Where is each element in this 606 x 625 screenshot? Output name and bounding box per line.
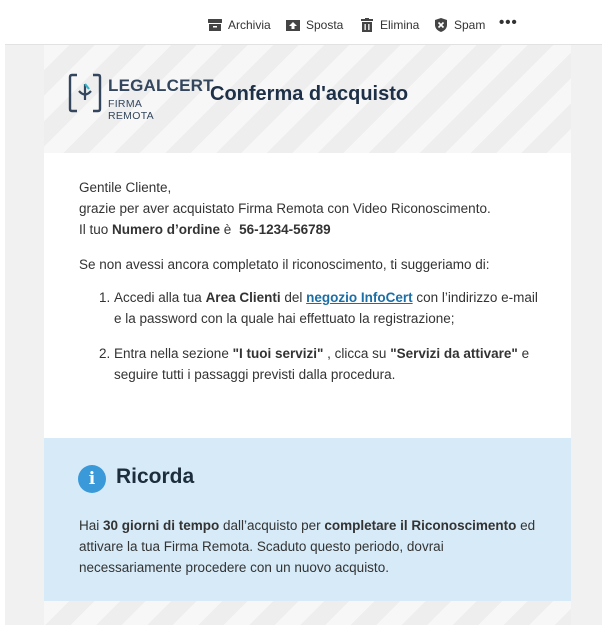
reminder-box <box>44 438 571 601</box>
email-content <box>79 177 549 399</box>
infocert-store-link[interactable]: negozio InfoCert <box>306 290 413 305</box>
mail-toolbar <box>0 0 606 46</box>
legalcert-logo <box>68 72 214 122</box>
spam-label: Spam <box>454 18 486 32</box>
legalcert-logo-icon <box>68 72 102 114</box>
order-prefix: Il tuo <box>79 222 113 237</box>
order-line <box>79 219 549 240</box>
order-separator: è <box>220 222 236 237</box>
step-1-bold: Area Clienti <box>205 290 281 305</box>
move-label: Sposta <box>306 18 344 32</box>
logo-subtitle: FIRMA REMOTA <box>108 98 154 122</box>
step-2-bold-2: "Servizi da attivare" <box>390 346 518 361</box>
thanks-text: grazie per aver acquistato Firma Remota con Video Riconoscimento. <box>79 201 491 216</box>
archive-button[interactable] <box>207 16 271 34</box>
reminder-bold-2: completare il Riconoscimento <box>324 518 517 533</box>
logo-title: LEGALCERT <box>108 76 214 95</box>
steps-list <box>79 287 549 385</box>
move-icon <box>285 17 301 33</box>
step-2-bold-1: "I tuoi servizi" <box>232 346 324 361</box>
email-body <box>44 45 571 625</box>
order-label: Numero d’ordine <box>112 222 221 237</box>
move-button[interactable] <box>285 16 343 34</box>
reminder-bold-1: 30 giorni di tempo <box>103 518 220 533</box>
reading-pane <box>5 44 602 625</box>
archive-label: Archivia <box>228 18 271 32</box>
shield-icon <box>433 17 449 33</box>
delete-button[interactable] <box>359 16 419 34</box>
step-1-text-2: del <box>280 290 307 305</box>
step-1-text-3: con l’indirizzo e-mail e la password con la quale hai effettuato la registrazione; <box>114 290 538 326</box>
reminder-text <box>79 515 549 578</box>
archive-icon <box>207 17 223 33</box>
info-icon: i <box>78 465 106 493</box>
spam-button[interactable] <box>433 16 485 34</box>
step-2-text-1: Entra nella sezione <box>114 346 233 361</box>
trash-icon <box>359 17 375 33</box>
step-2-text-2: , clicca su <box>323 346 391 361</box>
delete-label: Elimina <box>380 18 420 32</box>
step-2-text-3: e seguire tutti i passaggi previsti dalla procedura. <box>114 346 530 382</box>
email-title: Conferma d'acquisto <box>210 83 409 105</box>
order-number: 56-1234-56789 <box>239 222 331 237</box>
reminder-text-1: Hai <box>79 518 104 533</box>
step-1-text-1: Accedi alla tua <box>114 290 206 305</box>
more-actions-button[interactable]: ••• <box>499 13 518 31</box>
reminder-text-3: ed attivare la tua Firma Remota. Scaduto questo periodo, dovrai necessariamente procedere con un nuovo acquisto. <box>79 518 536 575</box>
email-footer <box>44 601 571 625</box>
greeting: Gentile Cliente, <box>79 180 172 195</box>
reminder-text-2: dall’acquisto per <box>219 518 325 533</box>
intro-text: Se non avessi ancora completato il riconoscimento, ti suggeriamo di: <box>79 257 490 272</box>
email-header <box>44 45 571 153</box>
reminder-title: Ricorda <box>116 465 195 488</box>
step-2 <box>114 343 549 385</box>
step-1 <box>114 287 549 329</box>
